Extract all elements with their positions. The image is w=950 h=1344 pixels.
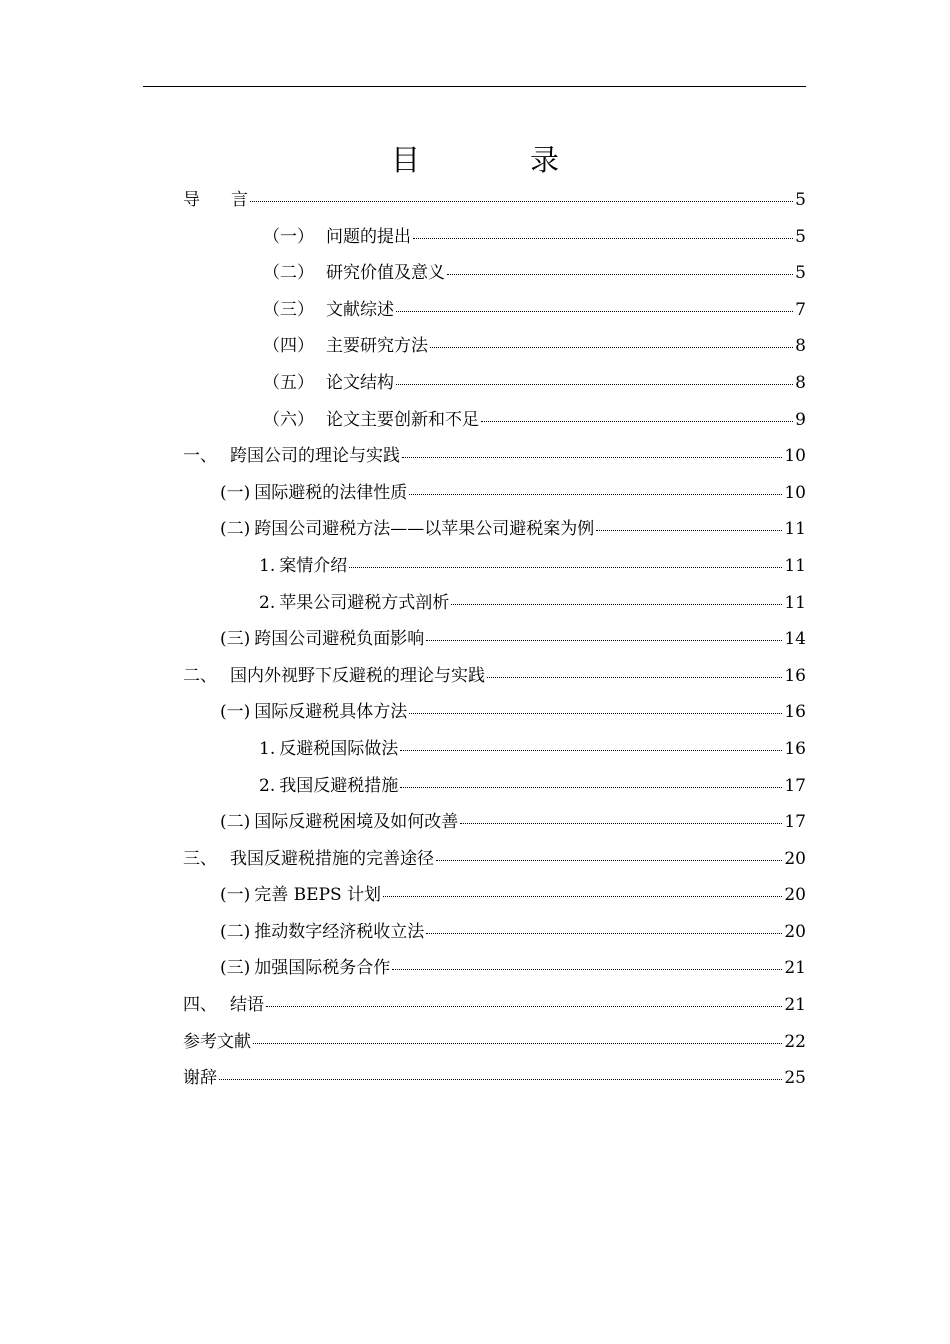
toc-entry-number: (二): [220, 812, 251, 833]
toc-entry[interactable]: [183, 914, 806, 951]
toc-entry-title: 主要研究方法: [326, 336, 428, 357]
toc-entry-page: 8: [795, 336, 806, 357]
toc-entry-page: 17: [784, 775, 806, 796]
toc-entry-page: 5: [795, 226, 806, 247]
toc-entry-title: 我国反避税措施: [279, 775, 399, 796]
toc-entry-title: 言: [231, 190, 248, 210]
dot-leader: [409, 494, 782, 495]
toc-entry[interactable]: [183, 621, 806, 658]
dot-leader: [481, 421, 793, 422]
toc-entry[interactable]: [183, 292, 806, 329]
toc-entry-page: 25: [784, 1068, 806, 1089]
toc-entry[interactable]: [183, 877, 806, 914]
toc-entry-number: （一）: [263, 226, 314, 247]
toc-entry-title: 论文结构: [326, 372, 394, 393]
dot-leader: [436, 860, 782, 861]
toc-entry-number: （三）: [263, 299, 314, 320]
toc-entry-title: 参考文献: [183, 1031, 251, 1052]
toc-entry[interactable]: [183, 1060, 806, 1097]
toc-entry[interactable]: [183, 585, 806, 622]
toc-entry[interactable]: [183, 987, 806, 1024]
toc-entry-number: (一): [220, 482, 251, 503]
toc-entry-page: 16: [784, 702, 806, 723]
dot-leader: [402, 457, 782, 458]
toc-entry-page: 11: [784, 555, 806, 576]
dot-leader: [426, 933, 782, 934]
dot-leader: [409, 713, 782, 714]
toc-entry-page: 8: [795, 372, 806, 393]
toc-entry-page: 17: [784, 812, 806, 833]
dot-leader: [460, 823, 782, 824]
dot-leader: [253, 1043, 782, 1044]
toc-entry-number: 一、: [183, 446, 217, 467]
toc-entry-number: 四、: [183, 995, 217, 1016]
toc-entry-title: 文献综述: [326, 299, 394, 320]
toc-entry[interactable]: [183, 1024, 806, 1061]
toc-entry[interactable]: [183, 219, 806, 256]
dot-leader: [426, 640, 782, 641]
toc-entry-number: 三、: [183, 848, 217, 869]
toc-entry[interactable]: [183, 511, 806, 548]
toc-entry[interactable]: [183, 731, 806, 768]
dot-leader: [400, 750, 782, 751]
toc-entry-number: (一): [220, 885, 251, 906]
dot-leader: [349, 567, 782, 568]
toc-entry-title: 加强国际税务合作: [254, 958, 391, 979]
toc-entry-title: 国际反避税困境及如何改善: [254, 812, 459, 833]
toc-entry-title: 案情介绍: [279, 555, 348, 576]
toc-entry[interactable]: [183, 402, 806, 439]
dot-leader: [219, 1079, 782, 1080]
toc-entry-number: （六）: [263, 409, 314, 430]
toc-entry-number: 1.: [259, 555, 276, 576]
toc-entry-page: 22: [784, 1031, 806, 1052]
toc-entry-page: 16: [784, 665, 806, 686]
toc-entry[interactable]: [183, 475, 806, 512]
toc-entry-page: 10: [784, 446, 806, 467]
toc-entry-page: 14: [784, 629, 806, 650]
toc-entry-page: 9: [795, 409, 806, 430]
dot-leader: [250, 201, 793, 202]
toc-entry-title: 我国反避税措施的完善途径: [230, 848, 434, 869]
toc-entry-page: 5: [795, 263, 806, 284]
toc-entry-number: (三): [220, 958, 251, 979]
toc-entry-page: 20: [784, 848, 806, 869]
toc-entry[interactable]: [183, 182, 806, 219]
toc-entry-title: 研究价值及意义: [326, 263, 445, 284]
dot-leader: [430, 347, 793, 348]
toc-entry-title: 结语: [230, 995, 264, 1016]
dot-leader: [451, 604, 782, 605]
toc-entry-title: 反避税国际做法: [279, 738, 399, 759]
toc-entry-page: 16: [784, 738, 806, 759]
toc-entry-title: 论文主要创新和不足: [326, 409, 479, 430]
toc-entry-page: 5: [795, 190, 806, 210]
toc-entry-number: (二): [220, 921, 251, 942]
toc-entry-number: 二、: [183, 665, 217, 686]
table-of-contents: [183, 182, 806, 1097]
toc-entry-title: 问题的提出: [326, 226, 411, 247]
dot-leader: [400, 787, 782, 788]
dot-leader: [396, 311, 793, 312]
toc-entry-title: 国内外视野下反避税的理论与实践: [230, 665, 485, 686]
toc-entry-number: (三): [220, 629, 251, 650]
dot-leader: [392, 969, 782, 970]
toc-entry-title: 国际避税的法律性质: [254, 482, 408, 503]
dot-leader: [413, 238, 793, 239]
toc-entry-number: 导: [183, 190, 200, 210]
toc-entry-page: 21: [784, 995, 806, 1016]
toc-entry[interactable]: [183, 841, 806, 878]
dot-leader: [266, 1006, 782, 1007]
toc-entry-title: 跨国公司的理论与实践: [230, 446, 400, 467]
toc-entry[interactable]: [183, 255, 806, 292]
toc-entry-number: 2.: [259, 592, 276, 613]
toc-entry[interactable]: [183, 768, 806, 805]
toc-entry-number: (二): [220, 519, 251, 540]
toc-entry[interactable]: [183, 365, 806, 402]
header-rule: [143, 86, 806, 87]
toc-title-char-2: 录: [530, 143, 560, 177]
toc-entry-title: 跨国公司避税方法——以苹果公司避税案为例: [254, 519, 595, 540]
toc-entry-page: 11: [784, 592, 806, 613]
dot-leader: [396, 384, 793, 385]
toc-entry[interactable]: [183, 438, 806, 475]
toc-entry[interactable]: [183, 804, 806, 841]
toc-entry-page: 20: [784, 921, 806, 942]
toc-entry-number: （五）: [263, 372, 314, 393]
toc-entry[interactable]: [183, 950, 806, 987]
toc-title: [0, 138, 950, 179]
toc-entry-page: 11: [784, 519, 806, 540]
toc-entry-title: 推动数字经济税收立法: [254, 921, 425, 942]
toc-entry-title: 跨国公司避税负面影响: [254, 629, 425, 650]
dot-leader: [447, 274, 793, 275]
toc-entry[interactable]: [183, 548, 806, 585]
toc-entry-number: 1.: [259, 738, 276, 759]
toc-entry-number: 2.: [259, 775, 276, 796]
toc-entry[interactable]: [183, 694, 806, 731]
dot-leader: [487, 677, 782, 678]
toc-entry-title: 谢辞: [183, 1068, 217, 1089]
toc-entry-page: 21: [784, 958, 806, 979]
dot-leader: [596, 530, 782, 531]
toc-entry-page: 20: [784, 885, 806, 906]
toc-entry-page: 7: [795, 299, 806, 320]
toc-title-char-1: 目: [390, 143, 420, 177]
toc-entry-title: 苹果公司避税方式剖析: [279, 592, 450, 613]
toc-entry-number: （四）: [263, 336, 314, 357]
toc-entry[interactable]: [183, 328, 806, 365]
toc-entry-title: 完善 BEPS 计划: [254, 885, 382, 906]
toc-entry-number: (一): [220, 702, 251, 723]
dot-leader: [383, 896, 782, 897]
toc-entry-number: （二）: [263, 263, 314, 284]
toc-entry-page: 10: [784, 482, 806, 503]
toc-entry[interactable]: [183, 658, 806, 695]
toc-entry-title: 国际反避税具体方法: [254, 702, 408, 723]
